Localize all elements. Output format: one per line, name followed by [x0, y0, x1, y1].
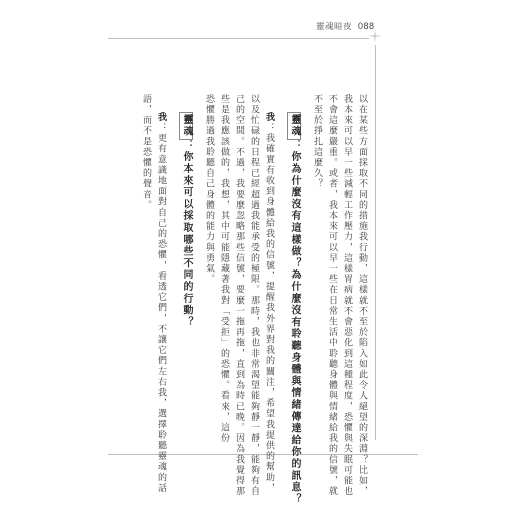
answer-column: 我：我確實有收到身體給我的信號，提醒我外界對我的關注，希望我提供的幫助， — [264, 112, 274, 494]
text-column: 恐懼勝過我聆聽自己身體的能力與勇氣。 — [204, 94, 214, 285]
soul-question: 靈魂：你本來可以採取哪些不同的行動？ — [181, 114, 192, 329]
text-column: 以及忙碌的日程已經超過我能承受的極限。那時，我也非常渴望能夠靜一靜，能夠有自 — [249, 94, 259, 497]
speaker-tag-soul: 靈魂 — [289, 114, 300, 138]
text-column: 語，而不是恐懼的聲音。 — [141, 94, 151, 211]
book-title: 靈魂暗夜 — [316, 22, 353, 32]
right-rule — [375, 45, 376, 440]
speaker-tag-me: 我 — [264, 112, 274, 123]
soul-question: 靈魂：你為什麼沒有這樣做？為什麼沒有聆聽身體與情緒傳達給你的訊息？ — [289, 114, 300, 505]
text-column: 以在某些方面採取不同的措施我行動，這樣就不至於陷入如此令人絕望的深淵？比如， — [357, 94, 367, 497]
top-rule — [108, 38, 369, 39]
text-column: 些是我應該做的，我想，其中可能隱藏著我對「受拒」的恐懼。看來，這份 — [219, 94, 229, 444]
star-ornament-icon — [368, 29, 382, 43]
speaker-tag-me: 我 — [156, 112, 166, 123]
answer-column: 我：更有意識地面對自己的恐懼，看透它們，不讓它們左右我，選擇聆聽靈魂的話 — [156, 112, 166, 494]
text-column: 不會這麼嚴重。或者，我本來可以早一些在日常生活中聆聽身體與情緒給我的信號，就 — [327, 94, 337, 497]
page-number: 088 — [358, 21, 375, 31]
running-header — [316, 20, 375, 32]
speaker-tag-soul: 靈魂 — [181, 114, 192, 138]
text-column: 不至於掙扎這麼久？ — [312, 94, 322, 190]
text-column: 己的空間。不過，我要麼忽略那些信號，要麼一拖再拖，直到為時已晚。因為我覺得那 — [234, 94, 244, 497]
text-column: 我本來可以早一些減輕工作壓力，這樣胃病就不會惡化到這種程度，恐懼與失眠可能也 — [342, 94, 352, 497]
